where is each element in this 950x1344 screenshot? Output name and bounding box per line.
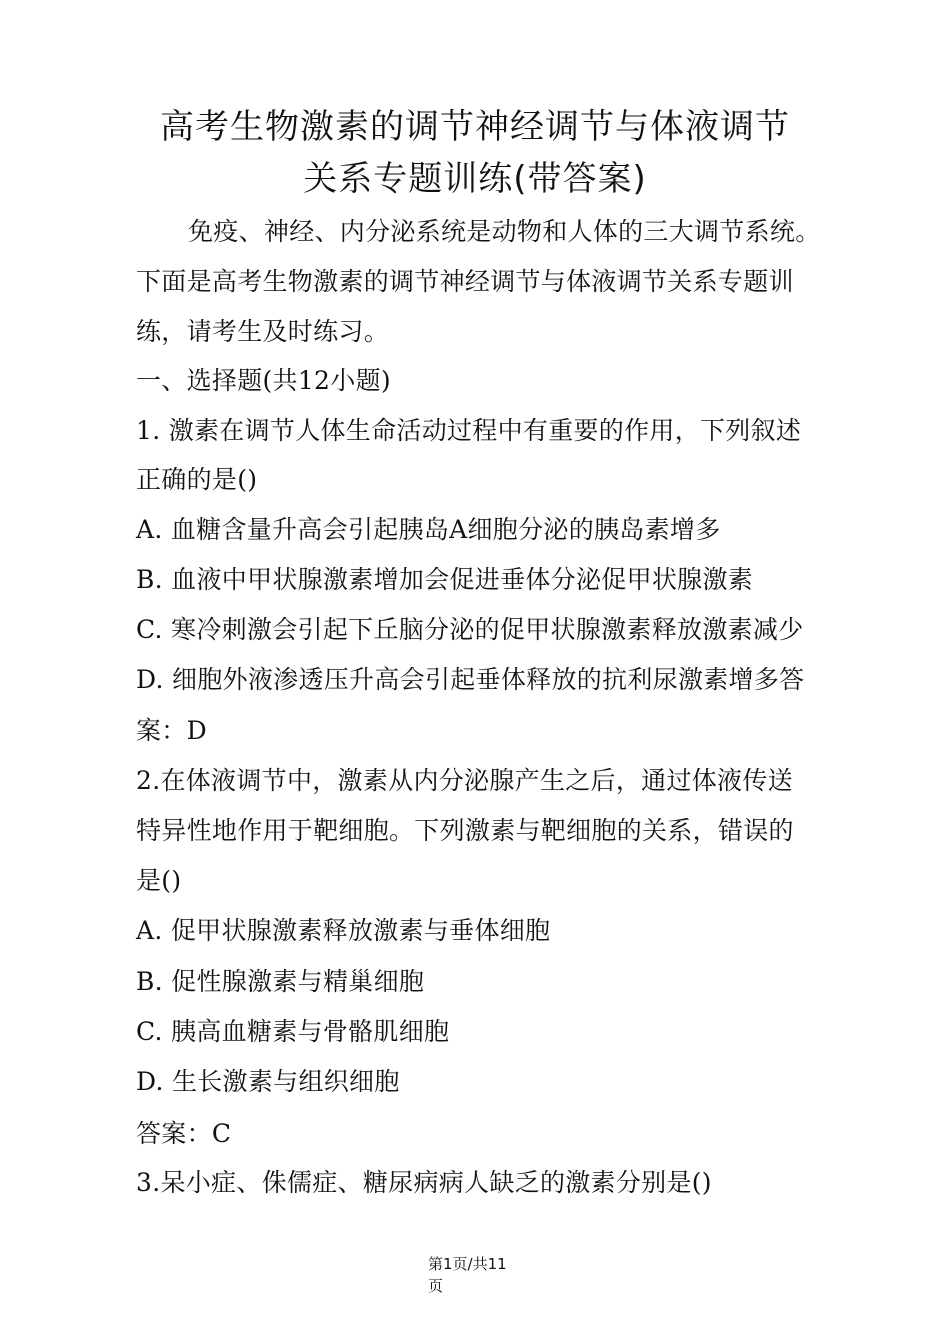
question-1-option-c: C. 寒冷刺激会引起下丘脑分泌的促甲状腺激素释放激素减少 — [136, 615, 804, 644]
question-2-stem-line-2: 特异性地作用于靶细胞。下列激素与靶细胞的关系，错误的 — [136, 816, 794, 845]
question-2-option-d: D. 生长激素与组织细胞 — [136, 1067, 400, 1096]
question-2-option-a: A. 促甲状腺激素释放激素与垂体细胞 — [136, 916, 551, 945]
question-1-stem-line-2: 正确的是() — [136, 465, 258, 494]
question-2-stem-line-3: 是() — [136, 866, 182, 895]
question-1-answer: 案：D — [136, 716, 207, 745]
question-3-stem-line-1: 3.呆小症、侏儒症、糖尿病病人缺乏的激素分别是() — [136, 1168, 712, 1197]
page-number-line-1: 第1页/共11 — [428, 1255, 507, 1273]
question-2-option-b: B. 促性腺激素与精巢细胞 — [136, 967, 425, 996]
question-1-option-d: D. 细胞外液渗透压升高会引起垂体释放的抗利尿激素增多答 — [136, 665, 805, 694]
question-2-option-c: C. 胰高血糖素与骨骼肌细胞 — [136, 1017, 450, 1046]
document-title-line-1: 高考生物激素的调节神经调节与体液调节 — [160, 107, 790, 147]
question-1-option-a: A. 血糖含量升高会引起胰岛A细胞分泌的胰岛素增多 — [136, 515, 721, 544]
intro-line-1: 免疫、神经、内分泌系统是动物和人体的三大调节系统。 — [188, 217, 821, 246]
question-1-option-b: B. 血液中甲状腺激素增加会促进垂体分泌促甲状腺激素 — [136, 565, 754, 594]
section-heading: 一、选择题(共12小题) — [136, 366, 391, 395]
document-title-line-2: 关系专题训练(带答案) — [303, 159, 647, 199]
intro-line-3: 练，请考生及时练习。 — [136, 317, 390, 346]
intro-line-2: 下面是高考生物激素的调节神经调节与体液调节关系专题训 — [136, 267, 794, 296]
question-2-stem-line-1: 2.在体液调节中，激素从内分泌腺产生之后，通过体液传送 — [136, 766, 793, 795]
question-1-stem-line-1: 1. 激素在调节人体生命活动过程中有重要的作用，下列叙述 — [136, 416, 802, 445]
page-number-line-2: 页 — [428, 1277, 444, 1295]
question-2-answer: 答案：C — [136, 1119, 232, 1148]
